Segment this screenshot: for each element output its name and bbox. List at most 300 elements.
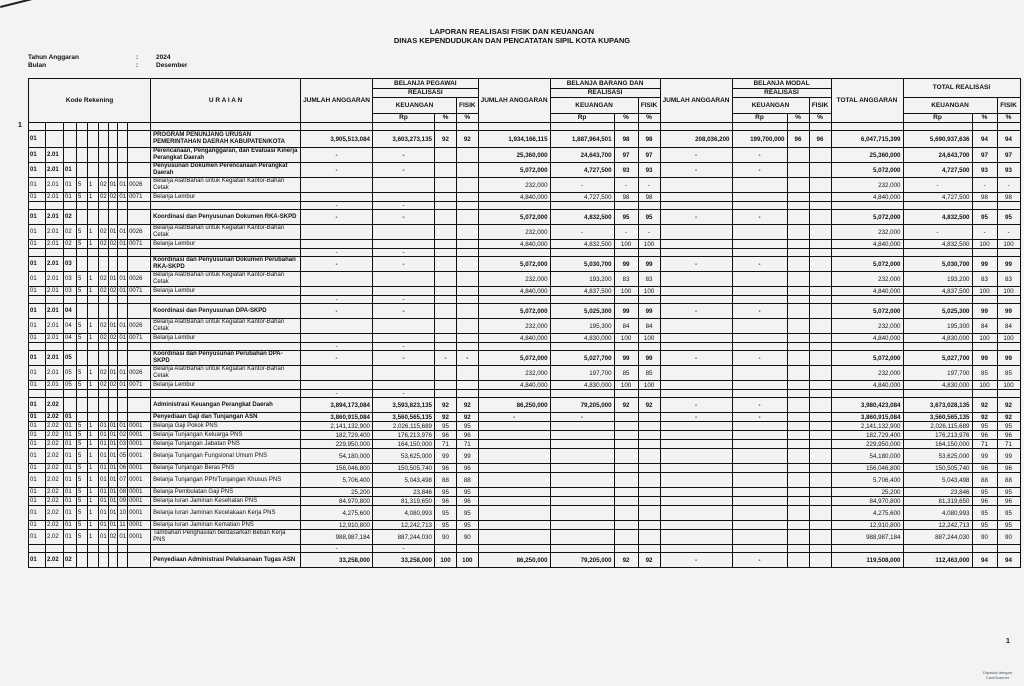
- pg-fis-cell: [457, 319, 479, 334]
- tot-fis-cell: 100: [997, 287, 1020, 296]
- kode-rekening-segment-3: 01: [64, 163, 77, 178]
- pg-fis-cell: -: [457, 351, 479, 366]
- uraian-cell: Koordinasi dan Penyusunan DPA-SKPD: [151, 304, 301, 319]
- kode-rekening-segment-7: 01: [108, 178, 118, 193]
- bb-pct-cell: 98: [614, 131, 638, 148]
- bm-fis-cell: [809, 351, 831, 366]
- bb-fis-cell: [638, 545, 660, 553]
- kode-rekening-segment-4: 5: [77, 431, 88, 440]
- bb-ang-cell: [478, 249, 550, 257]
- bm-pct-cell: [787, 530, 809, 545]
- kode-rekening-segment-5: [88, 210, 99, 225]
- kode-rekening-segment-3: 01: [64, 440, 77, 449]
- tot-pct-cell: 90: [972, 530, 997, 545]
- kode-rekening-segment-6: [99, 351, 109, 366]
- tot-pct-cell: 93: [972, 163, 997, 178]
- uraian-cell: Belanja Lembur: [151, 287, 301, 296]
- kode-rekening-segment-4: 5: [77, 440, 88, 449]
- kode-rekening-segment-4: 5: [77, 381, 88, 390]
- pg-pct-cell: [435, 193, 457, 202]
- kode-rekening-segment-9: 0026: [128, 178, 151, 193]
- kode-rekening-segment-8: [118, 413, 128, 422]
- kode-rekening-segment-5: [88, 351, 99, 366]
- tot-rp-cell: 887,244,030: [903, 530, 972, 545]
- header-barang-fisik: FISIK: [638, 98, 660, 114]
- pg-pct-cell: [435, 272, 457, 287]
- header-belanja-barang: BELANJA BARANG DAN: [550, 79, 660, 89]
- bm-fis-cell: [809, 366, 831, 381]
- tot-fis-cell: 95: [997, 488, 1020, 497]
- kode-rekening-segment-3: 03: [64, 257, 77, 272]
- kode-rekening-segment-4: 5: [77, 464, 88, 473]
- pg-fis-cell: 95: [457, 488, 479, 497]
- kode-rekening-segment-6: [99, 257, 109, 272]
- bm-pct-cell: [787, 193, 809, 202]
- bm-ang-cell: [660, 343, 732, 351]
- kode-rekening-segment-6: 02: [100, 382, 107, 388]
- kode-rekening-segment-1: 01: [29, 473, 46, 488]
- kode-rekening-segment-5: [88, 304, 99, 319]
- bb-rp-cell: [550, 449, 614, 464]
- uraian-cell: Belanja Tunjangan Keluarga PNS: [151, 431, 301, 440]
- bm-pct-cell: [787, 497, 809, 506]
- kode-rekening-segment-2: 2.01: [46, 163, 64, 178]
- tot-pct-cell: 96: [972, 464, 997, 473]
- bm-fis-cell: [809, 473, 831, 488]
- kode-rekening-segment-8: [118, 296, 128, 304]
- tot-rp-cell: [903, 296, 972, 304]
- kode-rekening-segment-3: [64, 296, 77, 304]
- kode-rekening-segment-2: [46, 249, 64, 257]
- pg-pct-cell: [435, 240, 457, 249]
- tot-fis-cell: 100: [997, 240, 1020, 249]
- meta-tahun-anggaran: Tahun Anggaran : 2024: [28, 54, 171, 61]
- pg-ang-cell: -: [301, 390, 373, 398]
- tot-rp-cell: [903, 249, 972, 257]
- kode-rekening-segment-8: 10: [118, 506, 128, 521]
- tot-pct-cell: 99: [972, 449, 997, 464]
- meta-bulan: Bulan : Desember: [28, 62, 188, 69]
- kode-rekening-segment-4: [77, 545, 88, 553]
- kode-rekening-segment-4: 5: [77, 366, 88, 381]
- pg-fis-cell: 95: [457, 422, 479, 431]
- uraian-cell: Koordinasi dan Penyusunan Dokumen Perubahan RKA-SKPD: [151, 257, 301, 272]
- bm-fis-cell: [809, 334, 831, 343]
- bb-pct-cell: [614, 449, 638, 464]
- kode-rekening-segment-7: 01: [109, 465, 117, 471]
- kode-rekening-segment-3: 04: [64, 304, 77, 319]
- kode-rekening-segment-1: [29, 390, 46, 398]
- table-row: [29, 304, 1021, 319]
- pg-ang-cell: 3,905,513,084: [301, 131, 373, 148]
- tot-fis-cell: 96: [997, 464, 1020, 473]
- bb-fis-cell: -: [638, 178, 660, 193]
- pg-pct-cell: [435, 163, 457, 178]
- bb-ang-cell: 232,000: [478, 225, 550, 240]
- bb-ang-cell: 4,840,000: [478, 240, 550, 249]
- camscanner-watermark: Dipindai dengan CamScanner: [983, 670, 1012, 680]
- kode-rekening-segment-8: [118, 249, 128, 257]
- kode-rekening-segment-6: [99, 413, 109, 422]
- kode-rekening-segment-3: 02: [64, 225, 77, 240]
- table-row: [29, 287, 1021, 296]
- tot-rp-cell: [903, 202, 972, 210]
- kode-rekening-segment-4: [77, 351, 88, 366]
- tot-ang-cell: 5,706,400: [831, 473, 903, 488]
- tot-pct-cell: 96: [972, 431, 997, 440]
- bb-rp-cell: [550, 440, 614, 449]
- pg-fis-cell: [457, 545, 479, 553]
- tot-pct-cell: 92: [972, 398, 997, 413]
- tot-rp-cell: 195,300: [903, 319, 972, 334]
- kode-rekening-segment-9: [128, 163, 151, 178]
- bm-pct-cell: [787, 366, 809, 381]
- bb-ang-cell: [478, 497, 550, 506]
- pg-pct-cell: 71: [435, 440, 457, 449]
- bb-pct-cell: 95: [614, 210, 638, 225]
- pg-rp-cell: [373, 287, 435, 296]
- pg-pct-cell: 95: [435, 521, 457, 530]
- bb-fis-cell: 100: [638, 240, 660, 249]
- bm-rp-cell: [732, 521, 787, 530]
- pg-pct-cell: [435, 249, 457, 257]
- tot-ang-cell: 232,000: [831, 225, 903, 240]
- bm-pct-cell: [787, 202, 809, 210]
- bb-ang-cell: [478, 521, 550, 530]
- kode-rekening-segment-6: 01: [100, 423, 107, 429]
- bb-fis-cell: [638, 473, 660, 488]
- tot-pct-cell: [972, 343, 997, 351]
- pg-fis-cell: [457, 296, 479, 304]
- bb-fis-cell: [638, 202, 660, 210]
- bm-pct-cell: [787, 257, 809, 272]
- tot-rp-cell: 12,242,713: [903, 521, 972, 530]
- kode-rekening-segment-4: 5: [77, 422, 88, 431]
- kode-rekening-segment-7: [108, 343, 118, 351]
- pg-rp-cell: -: [373, 343, 435, 351]
- bb-fis-cell: 93: [638, 163, 660, 178]
- bb-fis-cell: [638, 431, 660, 440]
- bb-pct-cell: [614, 545, 638, 553]
- pg-rp-cell: -: [373, 296, 435, 304]
- kode-rekening-segment-3: 05: [64, 366, 77, 381]
- bm-ang-cell: 208,036,200: [660, 131, 732, 148]
- bb-rp-cell: 4,832,500: [550, 240, 614, 249]
- kode-rekening-segment-3: [64, 148, 77, 163]
- tot-rp-cell: 5,690,937,636: [903, 131, 972, 148]
- kode-rekening-segment-6: 01: [99, 530, 109, 545]
- kode-rekening-segment-9: 0001: [128, 431, 151, 440]
- pg-ang-cell: [301, 272, 373, 287]
- kode-rekening-segment-2: 2.01: [46, 193, 64, 202]
- kode-rekening-segment-5: [88, 249, 99, 257]
- header-uraian: U R A I A N: [151, 79, 301, 123]
- bb-pct-cell: 92: [614, 398, 638, 413]
- bm-rp-cell: [732, 422, 787, 431]
- bm-pct-cell: [787, 381, 809, 390]
- table-row: [29, 545, 1021, 553]
- kode-rekening-segment-5: 1: [88, 422, 99, 431]
- tot-pct-cell: 99: [972, 257, 997, 272]
- kode-rekening-segment-2: 2.02: [46, 422, 64, 431]
- kode-rekening-segment-5: 1: [88, 530, 99, 545]
- bb-ang-cell: 25,360,000: [478, 148, 550, 163]
- pg-pct-cell: 88: [435, 473, 457, 488]
- kode-rekening-segment-3: 01: [64, 521, 77, 530]
- tot-pct-cell: 100: [972, 381, 997, 390]
- bb-pct-cell: 100: [614, 381, 638, 390]
- table-row: [29, 398, 1021, 413]
- kode-rekening-segment-5: 1: [88, 334, 99, 343]
- kode-rekening-segment-8: [118, 545, 128, 553]
- bm-ang-cell: [660, 422, 732, 431]
- bb-ang-cell: [478, 202, 550, 210]
- pg-fis-cell: [457, 257, 479, 272]
- bm-rp-cell: [732, 390, 787, 398]
- kode-rekening-segment-9: [128, 249, 151, 257]
- bb-ang-cell: 5,072,000: [478, 304, 550, 319]
- kode-rekening-segment-5: 1: [88, 225, 99, 240]
- kode-rekening-segment-9: 0001: [128, 449, 151, 464]
- kode-rekening-segment-7: 01: [108, 449, 118, 464]
- tot-fis-cell: 96: [997, 497, 1020, 506]
- bm-ang-cell: [660, 390, 732, 398]
- bm-ang-cell: [660, 296, 732, 304]
- bm-ang-cell: [660, 272, 732, 287]
- pg-pct-cell: 95: [435, 422, 457, 431]
- kode-rekening-segment-1: 01: [29, 351, 46, 366]
- kode-rekening-segment-4: [77, 148, 88, 163]
- bm-fis-cell: [809, 521, 831, 530]
- kode-rekening-segment-9: [128, 210, 151, 225]
- table-row: [29, 366, 1021, 381]
- kode-rekening-segment-5: [88, 390, 99, 398]
- kode-rekening-segment-5: [88, 202, 99, 210]
- bb-pct-cell: 93: [614, 163, 638, 178]
- uraian-cell: Belanja Alat/Bahan untuk Kegiatan Kantor-Bahan Cetak: [151, 225, 301, 240]
- table-row: [29, 488, 1021, 497]
- table-row: [29, 464, 1021, 473]
- kode-rekening-segment-8: [118, 343, 128, 351]
- bm-rp-cell: [732, 343, 787, 351]
- uraian-cell: Belanja Tunjangan Jabatan PNS: [151, 440, 301, 449]
- bm-ang-cell: [660, 240, 732, 249]
- kode-rekening-segment-4: [77, 390, 88, 398]
- bb-ang-cell: 86,250,000: [478, 553, 550, 568]
- bm-pct-cell: [787, 431, 809, 440]
- pg-rp-cell: 3,560,565,135: [373, 413, 435, 422]
- bm-ang-cell: -: [660, 553, 732, 568]
- page-number-left: 1: [18, 122, 22, 129]
- bb-rp-cell: 5,025,300: [550, 304, 614, 319]
- bm-rp-cell: -: [732, 553, 787, 568]
- kode-rekening-segment-1: 01: [29, 366, 46, 381]
- bm-fis-cell: [809, 287, 831, 296]
- bb-fis-cell: 97: [638, 148, 660, 163]
- pg-fis-cell: [457, 343, 479, 351]
- header-total-realisasi: TOTAL REALISASI: [903, 79, 1020, 98]
- kode-rekening-segment-6: [99, 163, 109, 178]
- bm-rp-cell: [732, 287, 787, 296]
- kode-rekening-segment-5: 1: [88, 287, 99, 296]
- kode-rekening-segment-2: 2.01: [46, 225, 64, 240]
- kode-rekening-segment-6: 01: [100, 522, 107, 528]
- bb-fis-cell: 85: [638, 366, 660, 381]
- bm-pct-cell: [787, 422, 809, 431]
- bb-pct-cell: 83: [614, 272, 638, 287]
- bm-pct-cell: [787, 553, 809, 568]
- report-title: [0, 28, 1024, 45]
- bb-fis-cell: 92: [638, 398, 660, 413]
- kode-rekening-segment-9: 0001: [128, 473, 151, 488]
- kode-rekening-segment-6: 02: [100, 335, 107, 341]
- header-barang-jumlah-anggaran: JUMLAH ANGGARAN: [478, 79, 550, 123]
- pg-pct-cell: [435, 343, 457, 351]
- bm-fis-cell: [809, 319, 831, 334]
- bm-pct-cell: [787, 296, 809, 304]
- kode-rekening-segment-9: [128, 553, 151, 568]
- pg-pct-cell: 96: [435, 431, 457, 440]
- kode-rekening-segment-9: [128, 413, 151, 422]
- bm-rp-cell: -: [732, 257, 787, 272]
- kode-rekening-segment-1: 01: [29, 193, 46, 202]
- bm-ang-cell: [660, 287, 732, 296]
- bb-pct-cell: [614, 440, 638, 449]
- bb-pct-cell: 100: [614, 240, 638, 249]
- pg-rp-cell: [373, 319, 435, 334]
- kode-rekening-segment-7: 01: [109, 441, 117, 447]
- table-row: [29, 422, 1021, 431]
- tot-pct-cell: 95: [972, 521, 997, 530]
- pg-rp-cell: [373, 178, 435, 193]
- uraian-cell: Belanja Iuran Jaminan Kematian PNS: [151, 521, 301, 530]
- kode-rekening-segment-5: [88, 413, 99, 422]
- kode-rekening-segment-8: [118, 148, 128, 163]
- uraian-cell: Penyediaan Gaji dan Tunjangan ASN: [151, 413, 301, 422]
- pg-pct-cell: 99: [435, 449, 457, 464]
- kode-rekening-segment-2: 2.02: [46, 506, 64, 521]
- kode-rekening-segment-3: [64, 343, 77, 351]
- bb-pct-cell: -: [614, 225, 638, 240]
- kode-rekening-segment-6: [99, 210, 109, 225]
- kode-rekening-segment-5: 1: [88, 449, 99, 464]
- kode-rekening-segment-1: [29, 296, 46, 304]
- pg-fis-cell: 99: [457, 449, 479, 464]
- kode-rekening-segment-9: [128, 148, 151, 163]
- uraian-cell: Koordinasi dan Penyusunan Perubahan DPA-SKPD: [151, 351, 301, 366]
- kode-rekening-segment-8: 01: [118, 225, 128, 240]
- bb-rp-cell: [550, 343, 614, 351]
- kode-rekening-segment-4: 5: [77, 272, 88, 287]
- kode-rekening-segment-5: 1: [88, 381, 99, 390]
- bm-fis-cell: [809, 506, 831, 521]
- kode-rekening-segment-9: 0026: [128, 366, 151, 381]
- tot-fis-cell: 100: [997, 334, 1020, 343]
- table-row: [29, 390, 1021, 398]
- kode-rekening-segment-2: [46, 343, 64, 351]
- kode-rekening-segment-7: [108, 210, 118, 225]
- tot-fis-cell: [997, 343, 1020, 351]
- tot-fis-cell: 83: [997, 272, 1020, 287]
- bb-fis-cell: [638, 464, 660, 473]
- kode-rekening-segment-1: 01: [29, 287, 46, 296]
- pg-fis-cell: [457, 210, 479, 225]
- bb-rp-cell: 5,027,700: [550, 351, 614, 366]
- bb-pct-cell: 97: [614, 148, 638, 163]
- kode-rekening-segment-3: 01: [64, 413, 77, 422]
- kode-rekening-segment-6: 01: [100, 441, 107, 447]
- header-pegawai-pct: %: [435, 114, 457, 123]
- bb-rp-cell: 4,727,500: [550, 163, 614, 178]
- tot-rp-cell: 193,200: [903, 272, 972, 287]
- pg-ang-cell: 5,706,400: [301, 473, 373, 488]
- kode-rekening-segment-6: 01: [100, 465, 107, 471]
- kode-rekening-segment-2: [46, 202, 64, 210]
- bm-fis-cell: [809, 431, 831, 440]
- kode-rekening-segment-5: 1: [88, 464, 99, 473]
- bm-ang-cell: -: [660, 351, 732, 366]
- kode-rekening-segment-3: 01: [64, 422, 77, 431]
- kode-rekening-segment-3: 04: [64, 319, 77, 334]
- kode-rekening-segment-2: 2.01: [46, 319, 64, 334]
- bm-ang-cell: [660, 449, 732, 464]
- bm-pct-cell: [787, 225, 809, 240]
- kode-rekening-segment-4: 5: [77, 225, 88, 240]
- table-row: [29, 210, 1021, 225]
- bm-fis-cell: [809, 553, 831, 568]
- tot-pct-cell: 96: [972, 497, 997, 506]
- bb-ang-cell: 5,072,000: [478, 210, 550, 225]
- pg-ang-cell: [301, 178, 373, 193]
- kode-rekening-segment-9: [128, 131, 151, 148]
- kode-rekening-segment-5: 1: [88, 319, 99, 334]
- header-barang-pct: %: [614, 114, 638, 123]
- bm-rp-cell: -: [732, 413, 787, 422]
- header-pegawai-rp: Rp: [373, 114, 435, 123]
- bb-ang-cell: 232,000: [478, 366, 550, 381]
- bb-fis-cell: [638, 506, 660, 521]
- pg-ang-cell: 12,910,800: [301, 521, 373, 530]
- kode-rekening-segment-2: 2.02: [46, 464, 64, 473]
- kode-rekening-segment-5: [88, 343, 99, 351]
- bm-rp-cell: [732, 473, 787, 488]
- table-row: [29, 473, 1021, 488]
- bb-ang-cell: 86,250,000: [478, 398, 550, 413]
- kode-rekening-segment-8: 01: [118, 530, 128, 545]
- table-row: [29, 202, 1021, 210]
- bb-fis-cell: 99: [638, 257, 660, 272]
- kode-rekening-segment-7: 02: [109, 194, 117, 200]
- header-total-pct: %: [972, 114, 997, 123]
- tot-fis-cell: 93: [997, 163, 1020, 178]
- pg-pct-cell: [435, 381, 457, 390]
- kode-rekening-segment-2: 2.01: [46, 257, 64, 272]
- kode-rekening-segment-4: [77, 413, 88, 422]
- kode-rekening-segment-6: 02: [100, 288, 107, 294]
- tot-fis-cell: 95: [997, 521, 1020, 530]
- bm-rp-cell: [732, 240, 787, 249]
- header-barang-realisasi: REALISASI: [550, 89, 660, 98]
- bb-rp-cell: [550, 488, 614, 497]
- bb-rp-cell: 195,300: [550, 319, 614, 334]
- bb-rp-cell: 24,643,700: [550, 148, 614, 163]
- bm-ang-cell: [660, 193, 732, 202]
- uraian-cell: [151, 343, 301, 351]
- tot-fis-cell: -: [997, 178, 1020, 193]
- kode-rekening-segment-8: 01: [119, 241, 127, 247]
- kode-rekening-segment-8: 02: [119, 432, 127, 438]
- kode-rekening-segment-3: 01: [64, 178, 77, 193]
